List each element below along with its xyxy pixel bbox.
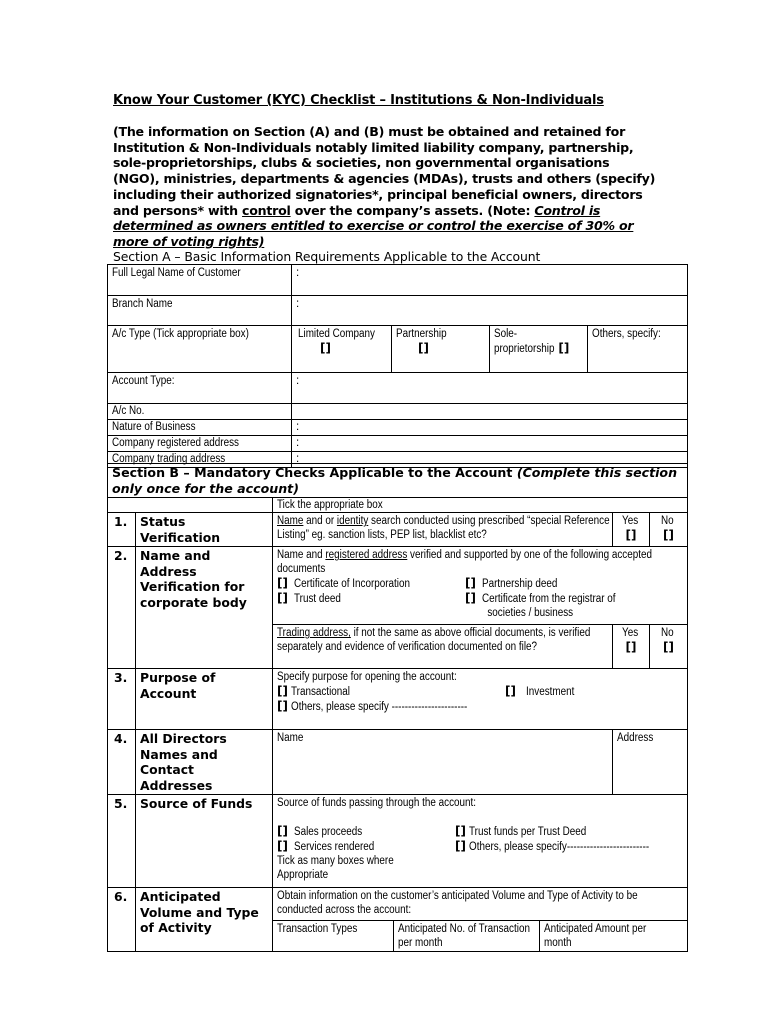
activity-subtable bbox=[273, 920, 687, 951]
purpose-row bbox=[108, 669, 688, 730]
ac-type-label: A/c Type (Tick appropriate box) bbox=[112, 328, 249, 340]
branch-field[interactable]: : bbox=[296, 298, 300, 310]
directors-label: All Directors Names and Contact Addresses bbox=[136, 730, 273, 795]
status-text: search conducted using prescribed “special Reference Listing” eg. sanction lists, PEP list, blacklist etc? bbox=[277, 515, 610, 541]
item-number-3: 3. bbox=[108, 669, 136, 730]
trading-label: Company trading address bbox=[112, 453, 226, 465]
status-name-word: Name bbox=[277, 515, 304, 527]
services-rendered-label: Services rendered bbox=[294, 841, 375, 853]
registered-label: Company registered address bbox=[112, 437, 239, 449]
item-number-5: 5. bbox=[108, 795, 136, 888]
limited-company-checkbox[interactable]: [] bbox=[320, 341, 331, 355]
purpose-options bbox=[277, 684, 683, 714]
section-b-table bbox=[107, 463, 688, 952]
trust-funds-label: Trust funds per Trust Deed bbox=[469, 826, 587, 838]
row-registered bbox=[108, 436, 688, 452]
trading-address-row bbox=[108, 625, 688, 669]
row-full-name bbox=[108, 265, 688, 296]
row-ac-no bbox=[108, 404, 688, 420]
item-number-4: 4. bbox=[108, 730, 136, 795]
status-yes-checkbox[interactable]: [] bbox=[625, 528, 637, 542]
source-funds-label: Source of Funds bbox=[136, 795, 273, 888]
source-funds-row bbox=[108, 795, 688, 888]
trust-funds-checkbox[interactable]: [] bbox=[455, 824, 466, 838]
sole-checkbox[interactable]: [] bbox=[558, 341, 570, 355]
row-branch bbox=[108, 296, 688, 326]
name-addr-registered-word: registered address bbox=[325, 549, 408, 561]
name-addr-options bbox=[277, 576, 683, 620]
anticipated-no-header: Anticipated No. of Transaction per month bbox=[397, 923, 530, 949]
purpose-others-checkbox[interactable]: [] bbox=[277, 699, 288, 713]
transactional-checkbox[interactable]: [] bbox=[277, 684, 288, 698]
branch-label: Branch Name bbox=[112, 298, 173, 310]
cert-reg-label-2: societies / business bbox=[487, 607, 574, 619]
services-rendered-checkbox[interactable]: [] bbox=[277, 839, 288, 853]
cert-reg-label-1: Certificate from the registrar of bbox=[482, 593, 616, 605]
anticipated-amount-header: Anticipated Amount per month bbox=[543, 923, 646, 949]
sales-proceeds-checkbox[interactable]: [] bbox=[277, 824, 288, 838]
purpose-label: Purpose of Account bbox=[136, 669, 273, 730]
partnership-checkbox[interactable]: [] bbox=[418, 341, 429, 355]
trust-deed-label: Trust deed bbox=[294, 593, 342, 605]
sole-label-1: Sole- bbox=[494, 328, 518, 340]
transactional-label: Transactional bbox=[291, 686, 351, 698]
transaction-types-header: Transaction Types bbox=[277, 923, 358, 935]
funds-others-checkbox[interactable]: [] bbox=[455, 839, 466, 853]
status-verification-label: Status Verification bbox=[136, 513, 273, 547]
directors-name-header: Name bbox=[277, 732, 304, 744]
status-yes-label: Yes bbox=[621, 515, 638, 527]
funds-lead: Source of funds passing through the account: bbox=[277, 797, 477, 809]
investment-checkbox[interactable]: [] bbox=[505, 684, 516, 698]
item-number-1: 1. bbox=[108, 513, 136, 547]
partnership-deed-checkbox[interactable]: [] bbox=[465, 576, 476, 590]
intro-text-2: over the company’s assets. (Note: bbox=[290, 202, 535, 218]
section-a-heading: Section A – Basic Information Requirements Applicable to the Account bbox=[113, 249, 541, 264]
name-addr-text: verified and supported by one of the following accepted documents bbox=[277, 549, 652, 575]
registered-field[interactable]: : bbox=[296, 437, 300, 449]
trading-yes-checkbox[interactable]: [] bbox=[625, 640, 637, 654]
purpose-others-label[interactable]: Others, please specify ----------------------- bbox=[291, 701, 468, 713]
name-address-row bbox=[108, 547, 688, 625]
anticipated-volume-label: Anticipated Volume and Type of Activity bbox=[136, 888, 273, 952]
directors-address-header: Address bbox=[617, 732, 654, 744]
page-title: Know Your Customer (KYC) Checklist – Institutions & Non-Individuals bbox=[113, 93, 604, 108]
status-verification-row bbox=[108, 513, 688, 547]
cert-inc-checkbox[interactable]: [] bbox=[277, 576, 288, 590]
trading-no-label: No bbox=[661, 627, 674, 639]
trading-no-checkbox[interactable]: [] bbox=[663, 640, 674, 654]
account-type-field[interactable]: : bbox=[296, 375, 300, 387]
purpose-lead: Specify purpose for opening the account: bbox=[277, 671, 457, 683]
section-b-heading-row bbox=[108, 464, 688, 498]
row-nature bbox=[108, 420, 688, 436]
row-ac-type bbox=[108, 326, 688, 373]
status-identity-word: identity bbox=[336, 515, 369, 527]
ac-no-label: A/c No. bbox=[112, 405, 145, 417]
tick-row bbox=[108, 498, 688, 513]
section-b-heading-note: (Complete this section only once for the account) bbox=[112, 465, 678, 496]
funds-tick-note-2: Appropriate bbox=[277, 869, 329, 881]
funds-options bbox=[277, 824, 683, 882]
trading-field[interactable]: : bbox=[296, 453, 300, 465]
item-number-2: 2. bbox=[108, 547, 136, 625]
partnership-deed-label: Partnership deed bbox=[482, 578, 558, 590]
section-a-table bbox=[107, 264, 688, 468]
name-address-label: Name and Address Verification for corporate body bbox=[136, 547, 273, 625]
nature-field[interactable]: : bbox=[296, 421, 300, 433]
full-name-label: Full Legal Name of Customer bbox=[112, 267, 241, 279]
limited-company-label: Limited Company bbox=[298, 328, 375, 340]
intro-note: Control is determined as owners entitled to exercise or control the exercise of 30% or more of voting rights) bbox=[113, 202, 634, 249]
investment-label: Investment bbox=[525, 686, 574, 698]
name-addr-lead: Name and bbox=[277, 549, 326, 561]
intro-control-word: control bbox=[242, 202, 291, 218]
nature-label: Nature of Business bbox=[112, 421, 196, 433]
intro-text: (The information on Section (A) and (B) must be obtained and retained for Institution & Non-Individuals notably limited liability company, partnership, sole-proprietorships, clubs & societies, non governmental organisations (NGO), ministries, departments & agencies (MDAs), trusts and others (specify) including their authorized signatories*, principal beneficial owners, directors and persons* with bbox=[113, 124, 656, 218]
trading-yes-label: Yes bbox=[621, 627, 638, 639]
directors-row bbox=[108, 730, 688, 795]
sales-proceeds-label: Sales proceeds bbox=[294, 826, 363, 838]
funds-others-label[interactable]: Others, please specify------------------------- bbox=[469, 841, 650, 853]
full-name-field[interactable]: : bbox=[296, 267, 300, 279]
status-no-checkbox[interactable]: [] bbox=[663, 528, 674, 542]
partnership-label: Partnership bbox=[396, 328, 447, 340]
activity-lead: Obtain information on the customer’s anticipated Volume and Type of Activity to be conducted across the account: bbox=[277, 890, 638, 916]
status-no-label: No bbox=[661, 515, 674, 527]
intro-paragraph bbox=[113, 124, 658, 250]
cert-inc-label: Certificate of Incorporation bbox=[294, 578, 411, 590]
trading-address-text: if not the same as above official documents, is verified separately and evidence of verification documented on file? bbox=[277, 627, 591, 653]
row-account-type bbox=[108, 373, 688, 404]
section-b-heading: Section B – Mandatory Checks Applicable to the Account bbox=[112, 465, 517, 480]
cert-reg-checkbox[interactable]: [] bbox=[465, 591, 476, 605]
sole-label-2: proprietorship bbox=[494, 343, 555, 355]
status-and-or: and or bbox=[303, 515, 337, 527]
item-number-6: 6. bbox=[108, 888, 136, 952]
trading-address-word: Trading address, bbox=[277, 627, 351, 639]
tick-box-label: Tick the appropriate box bbox=[277, 499, 383, 511]
funds-tick-note-1: Tick as many boxes where bbox=[277, 855, 394, 867]
others-specify-label[interactable]: Others, specify: bbox=[592, 328, 661, 340]
account-type-label: Account Type: bbox=[112, 375, 175, 387]
anticipated-volume-row bbox=[108, 888, 688, 952]
trust-deed-checkbox[interactable]: [] bbox=[277, 591, 288, 605]
